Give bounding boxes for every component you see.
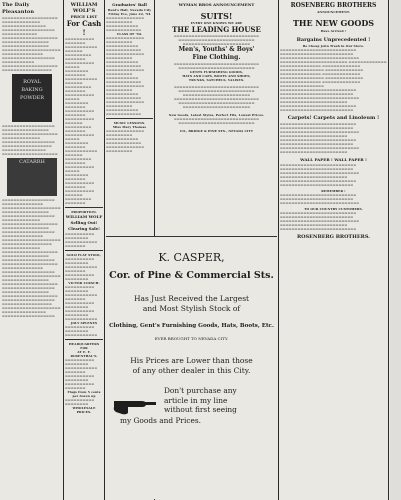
- text-block: ▬▬▬▬▬▬▬▬▬▬ ▬▬▬▬▬▬▬▬ ▬▬▬▬▬▬▬▬▬▬▬ ▬▬▬▬▬▬▬: [65, 232, 98, 248]
- country-heading: TO OUR COUNTRY CUSTOMERS.: [304, 207, 363, 211]
- music-heading: MUSIC LESSONS.: [113, 121, 146, 125]
- text-block: ▬▬▬▬▬▬▬▬▬▬▬▬▬▬▬▬▬▬▬▬▬▬▬▬▬▬ ▬▬▬▬▬▬▬▬▬▬▬▬▬▬▬▬▬▬▬▬▬▬▬▬▬ ▬▬▬▬▬▬▬▬▬▬▬▬▬▬▬▬▬▬▬▬▬▬▬▬▬▬▬ ▬▬▬▬▬▬▬▬▬▬▬▬▬▬▬▬▬▬▬▬▬▬▬ ▬▬▬▬▬▬▬▬▬▬▬▬▬ ▬▬▬▬▬▬▬▬▬▬▬▬▬▬ ▬▬▬▬▬▬▬▬▬▬▬▬▬ ▬▬▬▬▬▬▬▬▬▬▬▬▬▬▬ ▬▬▬▬▬▬▬▬▬▬▬▬▬ ▬▬▬▬▬▬▬▬▬▬▬▬▬▬ ▬▬▬▬▬▬▬▬▬▬▬▬▬ ▬▬▬▬▬▬▬▬▬▬▬▬▬▬▬ ▬▬▬▬▬▬▬▬▬▬▬▬▬ ▬▬▬▬▬▬▬▬▬▬▬▬▬▬ ▬▬▬▬▬▬▬▬▬▬▬▬▬ ▬▬▬▬▬▬▬▬▬▬▬▬▬▬▬ ▬▬▬▬▬▬▬▬▬▬▬▬▬▬▬▬▬▬▬▬▬▬▬▬▬▬ ▬▬▬▬▬▬▬▬▬▬▬▬▬▬▬▬▬▬▬▬▬▬▬▬▬ ▬▬▬▬▬▬▬▬▬▬▬▬▬▬▬▬▬▬▬▬▬▬▬▬▬▬▬ ▬▬▬▬▬▬▬▬▬▬▬▬▬▬▬▬▬▬▬▬▬▬▬ ▬▬▬▬▬▬▬▬▬▬▬▬▬▬▬▬▬▬▬▬▬▬▬▬▬▬ ▬▬▬▬▬▬▬▬▬▬▬▬▬▬▬▬▬▬▬▬▬▬▬▬▬: [280, 48, 387, 112]
- casper-name: K. CASPER,: [158, 251, 225, 264]
- text-block: ▬▬▬▬▬▬▬▬▬▬▬▬▬▬▬▬▬▬▬▬▬▬▬▬▬▬ ▬▬▬▬▬▬▬▬▬▬▬▬▬▬▬▬▬▬▬▬▬▬▬▬▬ ▬▬▬▬▬▬▬▬▬▬▬▬▬▬▬▬▬▬▬▬▬▬▬▬▬▬▬ ▬▬▬▬▬▬▬▬▬▬▬▬▬▬▬▬▬▬▬▬▬▬▬ ▬▬▬▬▬▬▬▬▬▬▬▬▬▬▬▬▬▬▬▬▬▬▬▬▬▬ ▬▬▬▬▬▬▬▬▬▬▬▬▬▬▬▬▬▬▬▬▬▬▬▬▬: [280, 163, 360, 187]
- text-block: ▬▬▬▬▬▬▬▬▬▬▬▬▬▬▬▬▬▬ ▬▬▬▬▬▬▬▬▬▬▬▬▬▬▬▬ ▬▬▬▬▬▬▬▬▬▬▬▬▬▬▬▬▬▬▬ ▬▬▬▬▬▬▬▬▬▬▬▬▬ ▬▬▬▬▬▬▬▬▬▬▬▬▬▬▬▬▬▬ ▬▬▬▬▬▬▬▬▬▬▬▬▬▬▬▬▬ ▬▬▬▬▬▬▬▬▬▬▬▬▬▬▬ ▬▬▬▬▬▬▬▬▬▬▬▬▬▬▬▬▬▬▬: [2, 124, 58, 156]
- ad-label: ROYAL BAKING POWDER: [19, 79, 45, 101]
- casper-pursue-text: [164, 386, 237, 415]
- column-1: [2, 2, 62, 498]
- arrived-line: Have Arrived !: [320, 29, 347, 33]
- catarrh-ad: [7, 158, 57, 196]
- column-rule: [104, 0, 105, 500]
- text-block: ▬▬▬▬▬▬▬▬▬▬▬▬▬▬▬▬▬▬▬▬▬▬▬▬▬▬ ▬▬▬▬▬▬▬▬▬▬▬▬▬▬▬▬▬▬▬▬▬▬▬▬▬ ▬▬▬▬▬▬▬▬▬▬▬▬▬▬▬▬▬▬▬▬▬▬▬▬▬▬▬ ▬▬▬▬▬▬▬▬▬▬▬▬▬▬▬▬▬▬▬▬▬▬▬ ▬▬▬▬▬▬▬▬▬▬▬▬▬▬▬▬▬▬▬▬▬▬▬▬▬▬: [280, 211, 360, 231]
- date-line: Friday Eve, June 22, '94: [108, 12, 151, 16]
- casper-prices: His Prices are Lower than those: [130, 356, 253, 365]
- masthead: The Daily Pleasanton: [2, 2, 35, 15]
- hats-line: HATS AND CAPS, BOOTS AND SHOES,: [182, 74, 251, 78]
- casper-has: Has Just Received the Largest: [133, 294, 250, 303]
- column-rule: [63, 0, 64, 500]
- casper-pursue-line: Don't purchase any: [164, 386, 237, 395]
- casper-dealer: of any other dealer in this City.: [132, 366, 251, 375]
- carpets-heading: Carpets! Carpets and Linoleum !: [287, 115, 380, 121]
- wall-paper-heading: WALL PAPER ! WALL PAPER !: [300, 157, 367, 162]
- trunks-line: TRUNKS, SATCHELS, VALISES.: [188, 78, 245, 82]
- newgoods-line: New Goods, Latest Styles, Perfect Fits, Lowest Prices.: [168, 113, 265, 117]
- fine-clothing: Fine Clothing.: [192, 54, 241, 61]
- rosenberg-footer: ROSENBERG BROTHERS.: [296, 234, 371, 240]
- victor-heading: VICTOR LURSCH.: [68, 281, 100, 285]
- bargains-heading: Bargains Unprecedented !: [296, 37, 371, 43]
- cheap-line: Be Cheap John Trash in Our Store.: [302, 44, 365, 48]
- pointing-hand-icon: [112, 392, 158, 416]
- column-4: [156, 2, 277, 232]
- wolf-heading: WILLIAM WOLF'S: [70, 2, 98, 14]
- royal-baking-powder-ad: [12, 74, 52, 122]
- rosenthal-heading: AT E. F. ROSENTHAL'S.: [70, 350, 98, 358]
- text-block: ▬▬▬▬▬▬▬▬▬▬▬▬▬▬▬▬▬▬▬ ▬▬▬▬▬▬▬▬▬▬▬▬▬ ▬▬▬▬▬▬▬▬▬▬▬▬▬▬▬ ▬▬▬▬▬▬▬▬▬▬▬▬▬▬▬▬▬▬ ▬▬▬▬▬▬▬▬▬▬▬▬ ▬▬▬▬▬▬▬▬▬▬▬▬▬▬▬▬▬▬▬ ▬▬▬▬▬▬▬▬▬▬▬▬▬▬▬▬ ▬▬▬▬▬▬▬▬▬▬▬▬▬▬▬▬ ▬▬▬▬▬▬▬▬▬▬▬▬▬▬▬▬▬▬▬▬ ▬▬▬▬▬▬▬▬▬▬▬▬▬▬ ▬▬▬▬▬▬▬▬▬▬▬▬▬▬▬▬▬▬ ▬▬▬▬▬▬▬▬▬▬▬ ▬▬▬▬▬▬▬▬▬▬▬▬▬▬▬▬▬▬▬ ▬▬▬▬▬▬▬▬▬▬▬▬▬▬▬▬▬: [2, 16, 61, 72]
- text-block: ▬▬▬▬▬▬▬▬▬▬▬▬▬▬▬▬▬▬▬▬▬▬▬▬▬▬▬▬▬ ▬▬▬▬▬▬▬▬▬▬▬▬▬▬▬▬▬▬▬▬▬▬▬▬▬▬ ▬▬▬▬▬▬▬▬▬▬▬▬▬▬▬▬▬▬▬▬▬▬▬: [173, 34, 260, 46]
- text-block: ▬▬▬▬▬▬▬▬▬▬ ▬▬▬▬▬▬▬▬: [65, 398, 95, 406]
- text-block: ▬▬▬▬▬▬▬▬▬▬ ▬▬▬▬▬▬▬▬ ▬▬▬▬▬▬▬▬▬▬▬ ▬▬▬▬▬▬▬ ▬▬▬▬▬▬▬▬▬▬ ▬▬▬▬▬▬▬▬: [65, 257, 98, 281]
- text-block: ▬▬▬▬▬▬▬▬▬▬ ▬▬▬▬▬▬▬▬ ▬▬▬▬▬▬▬▬▬▬▬ ▬▬▬▬▬▬▬ ▬▬▬▬▬▬▬▬▬▬ ▬▬▬▬▬▬▬▬ ▬▬▬▬▬▬▬▬▬▬ ▬▬▬▬▬▬▬: [65, 358, 98, 390]
- text-block: ▬▬▬▬▬▬▬▬▬▬ ▬▬▬▬▬▬▬▬ ▬▬▬▬▬▬▬▬▬▬▬ ▬▬▬▬▬▬▬ ▬▬▬▬▬▬▬▬▬▬ ▬▬▬▬▬▬▬▬ ▬▬▬▬▬▬▬▬▬▬ ▬▬▬▬▬▬▬▬ ▬▬▬▬▬▬▬▬▬▬▬: [65, 285, 98, 321]
- text-block: ▬▬▬▬▬▬▬▬▬▬▬▬▬▬▬▬▬▬▬▬▬▬▬▬▬▬▬▬▬ ▬▬▬▬▬▬▬▬▬▬▬▬▬▬▬▬▬▬▬▬▬▬▬▬▬▬ ▬▬▬▬▬▬▬▬▬▬▬▬▬▬▬▬▬▬▬▬▬▬▬ ▬▬▬▬▬▬▬▬▬▬▬▬▬▬▬▬▬▬▬▬▬▬▬▬▬▬▬▬▬ ▬▬▬▬▬▬▬▬▬▬▬▬▬▬▬▬▬▬▬▬▬▬▬▬▬▬ ▬▬▬▬▬▬▬▬▬▬▬▬▬▬▬▬▬▬▬▬▬▬▬: [173, 85, 260, 109]
- announcement-line: ANNOUNCEMENT.: [317, 10, 350, 14]
- column-rule: [388, 0, 389, 500]
- text-block: ▬▬▬▬▬▬▬▬▬▬▬▬▬▬▬▬▬▬▬▬▬▬▬▬▬▬▬▬▬ ▬▬▬▬▬▬▬▬▬▬▬▬▬▬▬▬▬▬▬▬▬▬▬▬▬▬: [173, 117, 260, 125]
- casper-stock: and Most Stylish Stock of: [142, 304, 241, 313]
- casper-pointer-block: [106, 386, 277, 430]
- selling-out: Selling Out!: [70, 220, 98, 225]
- flags-heading: Flags from 5 cents per dozen up: [67, 390, 101, 398]
- text-block: ▬▬▬▬▬▬▬▬▬▬▬▬▬▬▬▬▬▬▬▬▬▬▬▬▬▬ ▬▬▬▬▬▬▬▬▬▬▬▬▬▬▬▬▬▬▬▬▬▬▬▬▬ ▬▬▬▬▬▬▬▬▬▬▬▬▬▬▬▬▬▬▬▬▬▬▬▬▬▬▬: [280, 193, 360, 205]
- every-line: EVERY ONE KNOWS WE ARE: [190, 21, 243, 25]
- text-block: ▬▬▬▬▬▬▬▬▬▬▬▬▬ ▬▬▬▬▬▬▬▬▬ ▬▬▬▬▬▬▬▬▬▬▬ ▬▬▬▬▬▬▬▬▬▬▬▬: [106, 16, 145, 32]
- hq-heading: HEADQUARTERS FOR: [68, 342, 100, 350]
- casper-ad: [106, 236, 277, 499]
- leading-house: THE LEADING HOUSE: [172, 25, 261, 34]
- casper-ever: EVER BROUGHT TO NEVADA CITY.: [154, 336, 229, 341]
- wholesale-heading: WHOLESALE PRICES.: [72, 406, 96, 414]
- next-page-edge: [390, 0, 401, 500]
- graduates-ball-heading: Graduates' Ball: [112, 2, 147, 7]
- text-block: ▬▬▬▬▬▬▬▬▬▬▬▬▬ ▬▬▬▬▬▬▬▬▬ ▬▬▬▬▬▬▬▬▬▬▬ ▬▬▬▬▬▬▬▬▬▬▬▬ ▬▬▬▬▬▬▬▬▬▬▬▬▬ ▬▬▬▬▬▬▬▬▬: [106, 129, 145, 153]
- text-block: ▬▬▬▬▬▬▬▬▬▬▬▬▬▬▬▬▬▬▬▬▬▬▬▬▬▬ ▬▬▬▬▬▬▬▬▬▬▬▬▬▬▬▬▬▬▬▬▬▬▬▬▬ ▬▬▬▬▬▬▬▬▬▬▬▬▬▬▬▬▬▬▬▬▬▬▬▬▬▬▬ ▬▬▬▬▬▬▬▬▬▬▬▬▬▬▬▬▬▬▬▬▬▬▬ ▬▬▬▬▬▬▬▬▬▬▬▬▬▬▬▬▬▬▬▬▬▬▬▬▬▬ ▬▬▬▬▬▬▬▬▬▬▬▬▬▬▬▬▬▬▬▬▬▬▬▬▬ ▬▬▬▬▬▬▬▬▬▬▬▬▬▬▬▬▬▬▬▬▬▬▬▬▬▬▬ ▬▬▬▬▬▬▬▬▬▬▬▬▬▬▬▬▬▬▬▬▬▬▬: [280, 122, 360, 154]
- text-block: ▬▬▬▬▬▬▬▬▬▬▬▬▬▬▬▬▬▬ ▬▬▬▬▬▬▬▬▬▬▬▬▬▬ ▬▬▬▬▬▬▬▬▬▬▬▬▬▬▬▬▬▬▬▬ ▬▬▬▬▬▬▬▬▬▬▬▬▬▬▬▬ ▬▬▬▬▬▬▬▬▬▬▬▬▬▬▬▬▬▬ ▬▬▬▬▬▬▬▬▬▬▬▬▬ ▬▬▬▬▬▬▬▬▬▬▬▬▬▬▬▬▬▬▬ ▬▬▬▬▬▬▬▬▬▬▬▬▬▬▬▬ ▬▬▬▬▬▬▬▬▬▬▬▬▬▬▬▬▬▬ ▬▬▬▬▬▬▬▬▬▬▬▬▬▬ ▬▬▬▬▬▬▬▬▬▬▬▬▬▬▬▬▬▬▬▬ ▬▬▬▬▬▬▬▬▬▬▬▬▬▬▬▬▬ ▬▬▬▬▬▬▬▬▬▬▬▬▬ ▬▬▬▬▬▬▬▬▬▬▬▬▬▬▬▬▬▬▬ ▬▬▬▬▬▬▬▬▬▬▬▬▬▬▬▬ ▬▬▬▬▬▬▬▬▬▬▬▬▬▬▬▬▬▬ ▬▬▬▬▬▬▬▬▬▬▬▬▬▬▬▬▬▬▬ ▬▬▬▬▬▬▬▬▬▬▬▬▬▬ ▬▬▬▬▬▬▬▬▬▬▬▬▬▬▬▬▬▬ ▬▬▬▬▬▬▬▬▬▬▬▬▬▬▬▬▬▬▬▬ ▬▬▬▬▬▬▬▬▬▬▬▬▬▬▬▬ ▬▬▬▬▬▬▬▬▬▬▬▬▬▬▬▬▬▬▬ ▬▬▬▬▬▬▬▬▬▬▬▬▬▬▬▬▬▬ ▬▬▬▬▬▬▬▬▬▬▬▬▬▬▬▬ ▬▬▬▬▬▬▬▬▬▬▬▬▬▬▬▬▬▬▬ ▬▬▬▬▬▬▬▬▬▬▬▬▬▬▬▬▬▬ ▬▬▬▬▬▬▬▬▬▬▬▬▬▬▬▬▬ ▬▬▬▬▬▬▬▬▬▬▬▬▬▬▬▬▬▬▬▬ ▬▬▬▬▬▬▬▬▬▬▬▬▬▬▬ ▬▬▬▬▬▬▬▬▬▬▬▬▬▬▬▬▬▬: [2, 198, 61, 318]
- suits-heading: SUITS!: [200, 11, 233, 21]
- text-block: ▬▬▬▬▬▬▬▬▬▬▬▬▬ ▬▬▬▬▬▬▬▬▬ ▬▬▬▬▬▬▬▬▬▬▬ ▬▬▬▬▬▬▬▬▬▬▬▬ ▬▬▬▬▬▬▬▬▬▬▬▬▬ ▬▬▬▬▬▬▬▬▬ ▬▬▬▬▬▬▬▬▬▬▬ ▬▬▬▬▬▬▬▬▬▬▬▬ ▬▬▬▬▬▬▬▬▬▬▬▬▬ ▬▬▬▬▬▬▬▬▬ ▬▬▬▬▬▬▬▬▬▬▬ ▬▬▬▬▬▬▬▬▬▬▬▬ ▬▬▬▬▬▬▬▬▬▬▬▬▬ ▬▬▬▬▬▬▬▬▬ ▬▬▬▬▬▬▬▬▬▬▬ ▬▬▬▬▬▬▬▬▬▬▬▬ ▬▬▬▬▬▬▬▬▬▬▬▬▬ ▬▬▬▬▬▬▬▬▬ ▬▬▬▬▬▬▬▬▬▬▬ ▬▬▬▬▬▬▬▬▬▬▬▬: [106, 36, 145, 116]
- casper-clothing: Clothing, Gent's Furnishing Goods, Hats, Boots, Etc.: [109, 323, 274, 329]
- clearing-sale: Clearing Sale!: [68, 226, 100, 231]
- joly-heading: JOLY SPLENES: [70, 321, 98, 325]
- casper-pursue-line: without first seeing: [164, 405, 237, 414]
- teacher-name: Miss Mary Thomas: [112, 125, 147, 129]
- text-block: ▬▬▬▬▬▬▬▬▬▬▬▬▬▬▬▬▬▬▬▬▬▬▬▬▬▬▬▬▬ ▬▬▬▬▬▬▬▬▬▬▬▬▬▬▬▬▬▬▬▬▬▬▬▬▬▬: [173, 62, 260, 70]
- rosenberg-heading: ROSENBERG BROTHERS: [290, 2, 377, 9]
- mens-heading: Men's, Youths' & Boys': [178, 46, 255, 53]
- text-block: ▬▬▬▬▬▬▬▬▬▬ ▬▬▬▬▬▬▬▬ ▬▬▬▬▬▬▬▬▬▬▬: [65, 325, 98, 337]
- column-rule: [278, 0, 279, 500]
- column-2: [65, 2, 103, 498]
- wyman-footer: CO., BRIDGE & PINE STS., NEVADA CITY: [179, 129, 254, 133]
- proportion-heading: PROPORTION.: [71, 210, 97, 214]
- price-list: ▬▬▬▬▬▬▬▬▬▬ ▬▬▬▬▬▬▬ ▬▬▬▬▬▬▬▬▬▬▬ ▬▬▬▬▬▬ ▬▬▬▬▬▬▬▬▬ ▬▬▬▬▬▬▬ ▬▬▬▬▬▬▬▬▬▬ ▬▬▬▬▬ ▬▬▬▬▬▬▬▬ ▬▬▬▬▬▬▬ ▬▬▬▬▬▬▬▬▬▬▬ ▬▬▬▬▬▬ ▬▬▬▬▬▬▬▬▬ ▬▬▬▬▬▬▬ ▬▬▬▬▬▬▬▬▬▬ ▬▬▬▬▬ ▬▬▬▬▬▬▬▬ ▬▬▬▬▬▬▬ ▬▬▬▬▬▬▬▬▬▬ ▬▬▬▬▬▬▬ ▬▬▬▬▬▬▬▬▬▬ ▬▬▬▬▬▬ ▬▬▬▬▬▬▬▬▬ ▬▬▬▬▬▬▬ ▬▬▬▬▬▬▬▬▬▬ ▬▬▬▬▬ ▬▬▬▬▬▬▬▬ ▬▬▬▬▬▬▬ ▬▬▬▬▬▬▬▬▬▬▬ ▬▬▬▬▬▬ ▬▬▬▬▬▬▬▬▬ ▬▬▬▬▬▬▬ ▬▬▬▬▬▬▬▬▬▬ ▬▬▬▬▬ ▬▬▬▬▬▬▬▬ ▬▬▬▬▬▬▬ ▬▬▬▬▬▬▬▬▬▬ ▬▬▬▬▬▬▬ ▬▬▬▬▬▬▬▬▬▬ ▬▬▬▬▬▬ ▬▬▬▬▬▬▬▬▬ ▬▬▬▬▬▬▬: [65, 37, 98, 205]
- ad-label: CATARRH: [19, 159, 45, 165]
- column-3: [106, 2, 153, 232]
- casper-address: Cor. of Pine & Commercial Sts.: [109, 270, 274, 281]
- wyman-heading: WYMAN BROS ANNOUNCEMENT: [178, 2, 255, 7]
- remember-heading: REMEMBER !: [321, 189, 346, 193]
- wolf-name: WILLIAM WOLF: [65, 214, 103, 219]
- casper-pursue-line: my Goods and Prices.: [120, 416, 201, 425]
- casper-pursue-line: article in my line: [164, 395, 228, 405]
- flat-heading: GOLD FLAT STOOL,: [66, 253, 102, 257]
- cash-heading: For Cash !: [66, 19, 102, 37]
- hall-line: Bent's Hall, Nevada City: [107, 8, 152, 12]
- class-line: CLASS OF '94.: [116, 32, 143, 36]
- gents-line: GENTS FURNISHING GOODS,: [190, 70, 243, 74]
- price-list-heading: PRICE LIST: [70, 14, 98, 19]
- column-5: [280, 2, 387, 498]
- new-goods-heading: THE NEW GOODS: [292, 18, 375, 28]
